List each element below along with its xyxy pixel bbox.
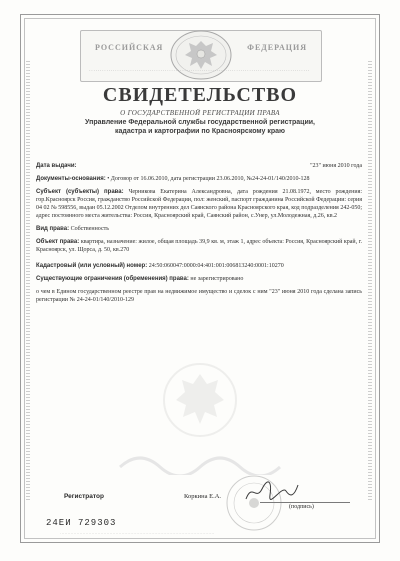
subject-row xyxy=(36,188,362,220)
band-word-left: РОССИЙСКАЯ xyxy=(95,43,164,52)
registrar-name: Коркина Е.А. xyxy=(184,493,222,500)
emblem-header-band xyxy=(80,30,322,82)
object-label: Объект права: xyxy=(36,239,80,245)
certificate-body xyxy=(36,162,362,309)
registry-record-note: о чем в Едином государственном реестре прав на недвижимое имущество и сделок с ним "23" июня 2010 года сделана запись регистрации № 24-24-01/140/2010-129 xyxy=(36,289,362,303)
basis-label: Документы-основания: xyxy=(36,176,106,182)
document-subtitle: О ГОСУДАРСТВЕННОЙ РЕГИСТРАЦИИ ПРАВА xyxy=(120,109,280,117)
object-row xyxy=(36,238,362,254)
signature-caption: (подпись) xyxy=(289,504,314,510)
subject-label: Субъект (субъекты) права: xyxy=(36,189,124,195)
issue-date-row xyxy=(36,162,362,170)
document-title: СВИДЕТЕЛЬСТВО xyxy=(102,84,298,106)
cadastral-value: 24:50:060047:0000:04:401:001:006813240:0001:10270 xyxy=(148,263,284,269)
cadastral-row xyxy=(36,262,362,270)
signature-block xyxy=(64,487,364,517)
encumbrance-label: Существующие ограничения (обременения) права: xyxy=(36,276,189,282)
header-microtext: ······································································································ xyxy=(89,69,310,74)
subject-value: Черникова Екатерина Александровна, дата рождения 21.08.1972, место рождения: гор.Красноярск Россия, гражданство Российской Федерации, пол: женский, паспорт гражданина Российской Федерации: серия 04 02 № 598556, выдан 05.12.2002 Отделом внутренних дел Саянского района Красноярского края, код подразделения 242-050; адрес постоянного места жительства: Россия, Красноярский край, Саянский район, с.Унер, ул.Молодежная, д.26, кв.2 xyxy=(36,189,362,219)
background-emblem-icon xyxy=(160,360,240,440)
right-type-value: Собственность xyxy=(70,226,109,232)
right-type-label: Вид права: xyxy=(36,226,70,232)
basis-row xyxy=(36,175,362,183)
issue-date-label: Дата выдачи: xyxy=(36,163,77,169)
issue-date-value: "23" июня 2010 года xyxy=(310,163,362,169)
footer-microtext: ······································································································· xyxy=(60,531,215,536)
right-ornament-strip xyxy=(368,60,372,500)
band-word-right: ФЕДЕРАЦИЯ xyxy=(247,43,307,52)
form-serial-number: 24ЕИ 729303 xyxy=(46,518,117,528)
basis-value: • Договор от 16.06.2010, дата регистрации 23.06.2010, №24-24-01/140/2010-128 xyxy=(107,176,310,182)
issuing-authority: Управление Федеральной службы государственной регистрации, кадастра и картографии по Красноярскому краю xyxy=(85,119,315,135)
left-ornament-strip xyxy=(26,60,30,500)
encumbrance-row xyxy=(36,275,362,283)
right-type-row xyxy=(36,225,362,233)
object-value: квартира, назначение: жилое, общая площадь 39,9 кв. м, этаж 1, адрес объекта: Россия, Красноярский край, г. Красноярск, ул. Щорса, д. 50, кв.270 xyxy=(36,239,362,253)
encumbrance-value: не зарегистрировано xyxy=(190,276,244,282)
cadastral-label: Кадастровый (или условный) номер: xyxy=(36,263,148,269)
signature-line xyxy=(260,502,350,503)
registrar-label: Регистратор xyxy=(64,493,104,500)
